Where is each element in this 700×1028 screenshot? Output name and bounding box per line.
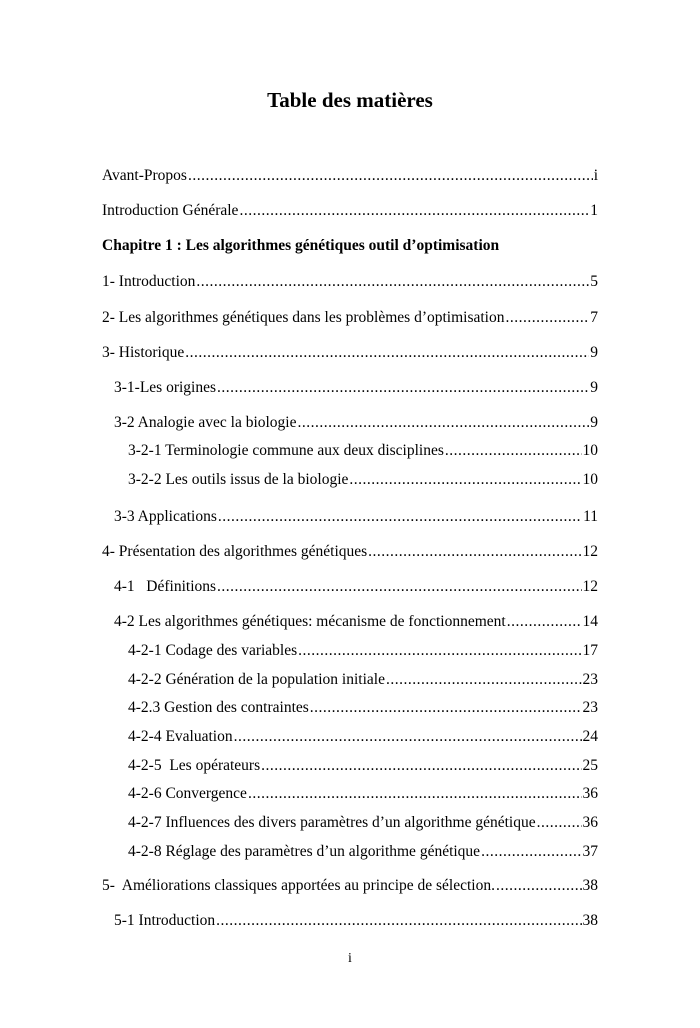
dot-leader <box>216 911 581 931</box>
toc-entry-page: 12 <box>582 578 598 595</box>
toc-entry-3-3[interactable] <box>114 507 598 527</box>
toc-entry-4-2-7[interactable] <box>128 813 598 833</box>
dot-leader <box>386 670 582 690</box>
dot-leader <box>196 272 589 292</box>
toc-entry-label: 4-2-1 Codage des variables <box>128 642 298 659</box>
toc-entry-4-2-5[interactable] <box>128 756 598 776</box>
toc-entry-label: 3-1-Les origines <box>114 379 217 396</box>
toc-entry-page: 23 <box>582 699 598 716</box>
toc-entry-label: Introduction Générale <box>102 202 239 219</box>
dot-leader <box>537 813 582 833</box>
dot-leader <box>248 784 582 804</box>
toc-entry-3-1[interactable] <box>114 378 598 398</box>
dot-leader <box>445 441 582 461</box>
toc-entry-page: 36 <box>582 785 598 802</box>
toc-entry-label: 4-2.3 Gestion des contraintes <box>128 699 309 716</box>
dot-leader <box>261 756 581 776</box>
chapter-heading: Chapitre 1 : Les algorithmes génétiques outil d’optimisation <box>102 237 500 254</box>
toc-entry-page: 12 <box>582 543 598 560</box>
toc-entry-page: 25 <box>582 757 598 774</box>
toc-entry-label: 5- Améliorations classiques apportées au principe de sélection. <box>102 877 495 894</box>
dot-leader <box>218 507 582 527</box>
toc-entry-label: Avant-Propos <box>102 167 187 184</box>
dot-leader <box>217 577 581 597</box>
dot-leader <box>310 698 582 718</box>
toc-entry-label: 4-1 Définitions <box>114 578 217 595</box>
toc-entry-page: 9 <box>590 379 598 396</box>
page-number: i <box>348 951 352 966</box>
toc-entry-label: 3-2-2 Les outils issus de la biologie <box>128 471 349 488</box>
dot-leader <box>506 308 590 328</box>
dot-leader <box>234 727 582 747</box>
toc-entry-3-2-2[interactable] <box>128 470 598 490</box>
toc-entry-5-1[interactable] <box>114 911 598 931</box>
toc-entry-3-2[interactable] <box>114 413 598 433</box>
toc-entry-4-2-2[interactable] <box>128 670 598 690</box>
toc-entry-3-2-1[interactable] <box>128 441 598 461</box>
toc-entry-label: 3-3 Applications <box>114 508 217 525</box>
toc-entry-4-2-1[interactable] <box>128 641 598 661</box>
dot-leader <box>481 842 581 862</box>
toc-entry-4-1[interactable] <box>114 577 598 597</box>
toc-entry-page: 38 <box>582 912 598 929</box>
toc-entry-label: 4-2-8 Réglage des paramètres d’un algorithme génétique <box>128 843 481 860</box>
toc-entry-page: 36 <box>582 814 598 831</box>
toc-entry-4-2-3[interactable] <box>128 698 598 718</box>
toc-entry-page: 10 <box>582 442 598 459</box>
toc-entry-avant-propos[interactable] <box>102 166 598 186</box>
toc-entry-page: 11 <box>583 508 598 525</box>
dot-leader <box>298 641 581 661</box>
toc-entry-page: 24 <box>582 728 598 745</box>
toc-entry-label: 4-2-7 Influences des divers paramètres d’un algorithme génétique <box>128 814 536 831</box>
toc-entry-label: 3-2-1 Terminologie commune aux deux disciplines <box>128 442 444 459</box>
toc-entry-page: 23 <box>582 671 598 688</box>
toc-entry-label: 4-2-5 Les opérateurs <box>128 757 261 774</box>
toc-entry-label: 4-2 Les algorithmes génétiques: mécanisme de fonctionnement <box>114 613 506 630</box>
toc-entry-4-2-4[interactable] <box>128 727 598 747</box>
toc-entry-label: 1- Introduction <box>102 273 196 290</box>
toc-entry-label: 3-2 Analogie avec la biologie <box>114 414 297 431</box>
toc-entry-label: 4-2-6 Convergence <box>128 785 247 802</box>
toc-entry-page: 7 <box>590 309 598 326</box>
toc-entry-page: 10 <box>582 471 598 488</box>
toc-entry-label: 2- Les algorithmes génétiques dans les problèmes d’optimisation <box>102 309 505 326</box>
dot-leader <box>507 612 582 632</box>
toc-entry-page: i <box>593 167 598 184</box>
toc-entry-page: 9 <box>590 344 598 361</box>
page-title: Table des matières <box>267 88 433 112</box>
toc-entry-4-2[interactable] <box>114 612 598 632</box>
toc-entry-label: 5-1 Introduction <box>114 912 216 929</box>
dot-leader <box>496 876 582 896</box>
toc-entry-page: 14 <box>582 613 598 630</box>
toc-entry-4-2-8[interactable] <box>128 842 598 862</box>
dot-leader <box>349 470 581 490</box>
toc-entry-2[interactable] <box>102 308 598 328</box>
toc-entry-page: 17 <box>582 642 598 659</box>
toc-entry-page: 1 <box>590 202 598 219</box>
toc-entry-5[interactable] <box>102 876 598 896</box>
toc-entry-1-introduction[interactable] <box>102 272 598 292</box>
dot-leader <box>239 201 589 221</box>
dot-leader <box>368 542 581 562</box>
toc-entry-4-2-6[interactable] <box>128 784 598 804</box>
toc-entry-4[interactable] <box>102 542 598 562</box>
toc-entry-label: 4- Présentation des algorithmes génétiques <box>102 543 368 560</box>
toc-entry-label: 4-2-2 Génération de la population initiale <box>128 671 385 688</box>
toc-entry-page: 37 <box>582 843 598 860</box>
toc-entry-label: 3- Historique <box>102 344 185 361</box>
toc-entry-page: 38 <box>582 877 598 894</box>
toc-entry-label: 4-2-4 Evaluation <box>128 728 233 745</box>
dot-leader <box>188 166 593 186</box>
toc-entry-page: 9 <box>590 414 598 431</box>
toc-entry-introduction-generale[interactable] <box>102 201 598 221</box>
toc-entry-3-historique[interactable] <box>102 343 598 363</box>
toc-entry-page: 5 <box>590 273 598 290</box>
dot-leader <box>217 378 589 398</box>
dot-leader <box>185 343 589 363</box>
dot-leader <box>298 413 590 433</box>
